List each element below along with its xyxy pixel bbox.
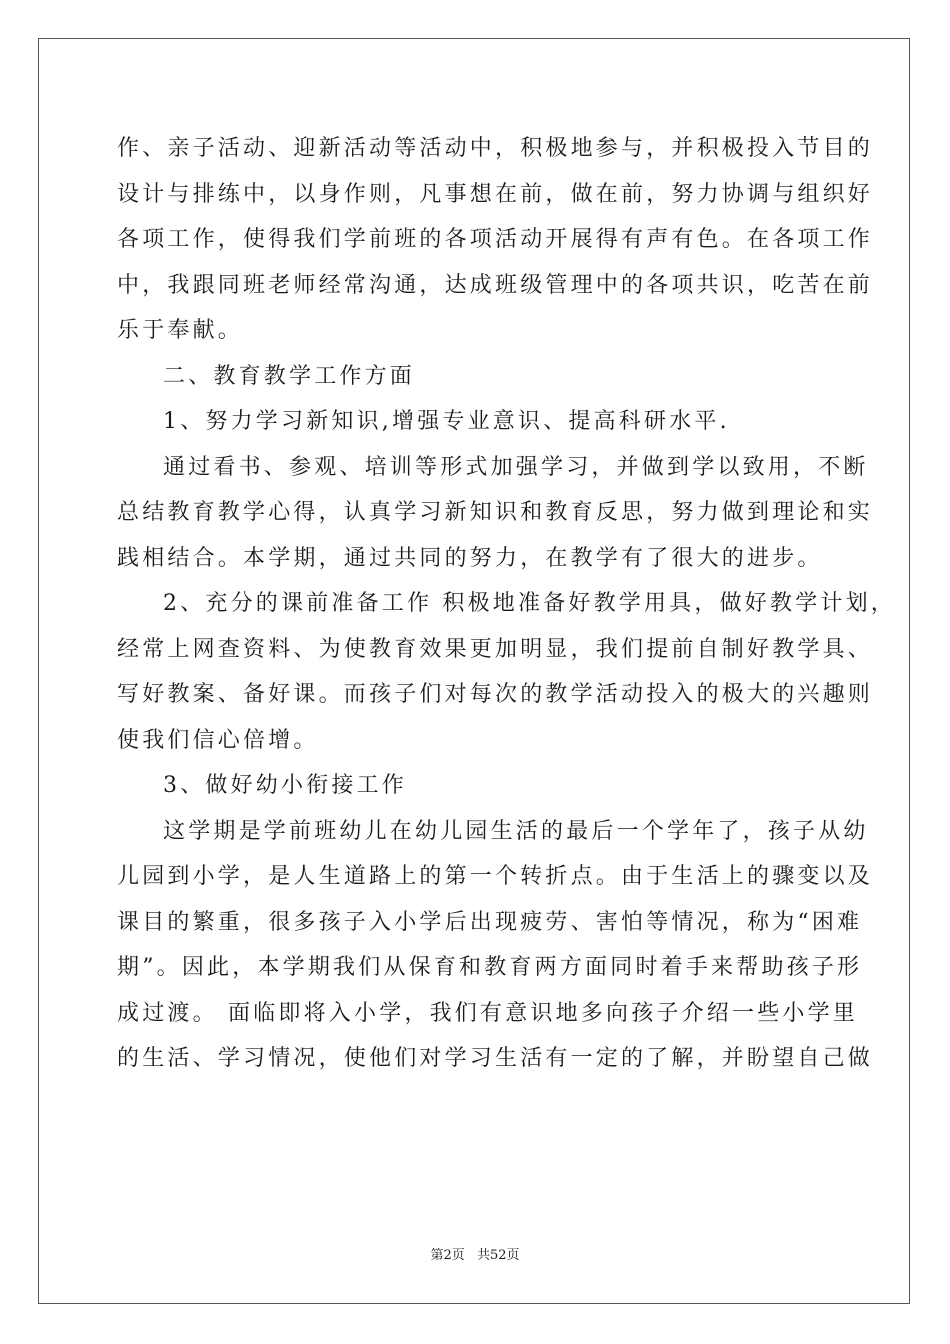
body-line: 使我们信心倍增。	[117, 727, 319, 753]
body-line: 乐于奉献。	[117, 318, 244, 343]
body-line: 这学期是学前班幼儿在幼儿园生活的最后一个学年了，孩子从幼	[163, 818, 869, 844]
body-line: 设计与排练中，以身作则，凡事想在前，做在前，努力协调与组织好	[117, 181, 874, 207]
page-footer	[0, 1247, 950, 1265]
body-line: 课目的繁重，很多孩子入小学后出现疲劳、害怕等情况，称为“困难	[117, 909, 863, 935]
body-line: 践相结合。本学期，通过共同的努力，在教学有了很大的进步。	[117, 545, 823, 571]
body-line: 1、努力学习新知识,增强专业意识、提高科研水平.	[163, 409, 730, 434]
total-pages-label: 共52页	[476, 1248, 520, 1263]
body-line: 的生活、学习情况，使他们对学习生活有一定的了解，并盼望自己做	[117, 1046, 874, 1071]
current-page-label: 第2页	[430, 1248, 465, 1263]
body-line: 中，我跟同班老师经常沟通，达成班级管理中的各项共识，吃苦在前	[117, 272, 874, 298]
body-line: 经常上网查资料、为使教育效果更加明显，我们提前自制好教学具、	[117, 636, 874, 662]
body-line: 3、做好幼小衔接工作	[163, 773, 407, 798]
body-line: 总结教育教学心得，认真学习新知识和教育反思，努力做到理论和实	[117, 500, 874, 525]
body-line: 写好教案、备好课。而孩子们对每次的教学活动投入的极大的兴趣则	[117, 682, 874, 707]
body-line: 成过渡。 面临即将入小学，我们有意识地多向孩子介绍一些小学里	[117, 1000, 858, 1026]
body-line: 通过看书、参观、培训等形式加强学习，并做到学以致用，不断	[163, 454, 869, 480]
body-line: 二、教育教学工作方面	[163, 363, 416, 389]
body-line: 儿园到小学，是人生道路上的第一个转折点。由于生活上的骤变以及	[117, 864, 874, 889]
body-line: 2、充分的课前准备工作 积极地准备好教学用具，做好教学计划，	[163, 591, 896, 616]
body-line: 作、亲子活动、迎新活动等活动中，积极地参与，并积极投入节目的	[117, 136, 874, 161]
body-line: 各项工作，使得我们学前班的各项活动开展得有声有色。在各项工作	[117, 227, 874, 252]
body-line: 期”。因此，本学期我们从保育和教育两方面同时着手来帮助孩子形	[117, 955, 863, 980]
